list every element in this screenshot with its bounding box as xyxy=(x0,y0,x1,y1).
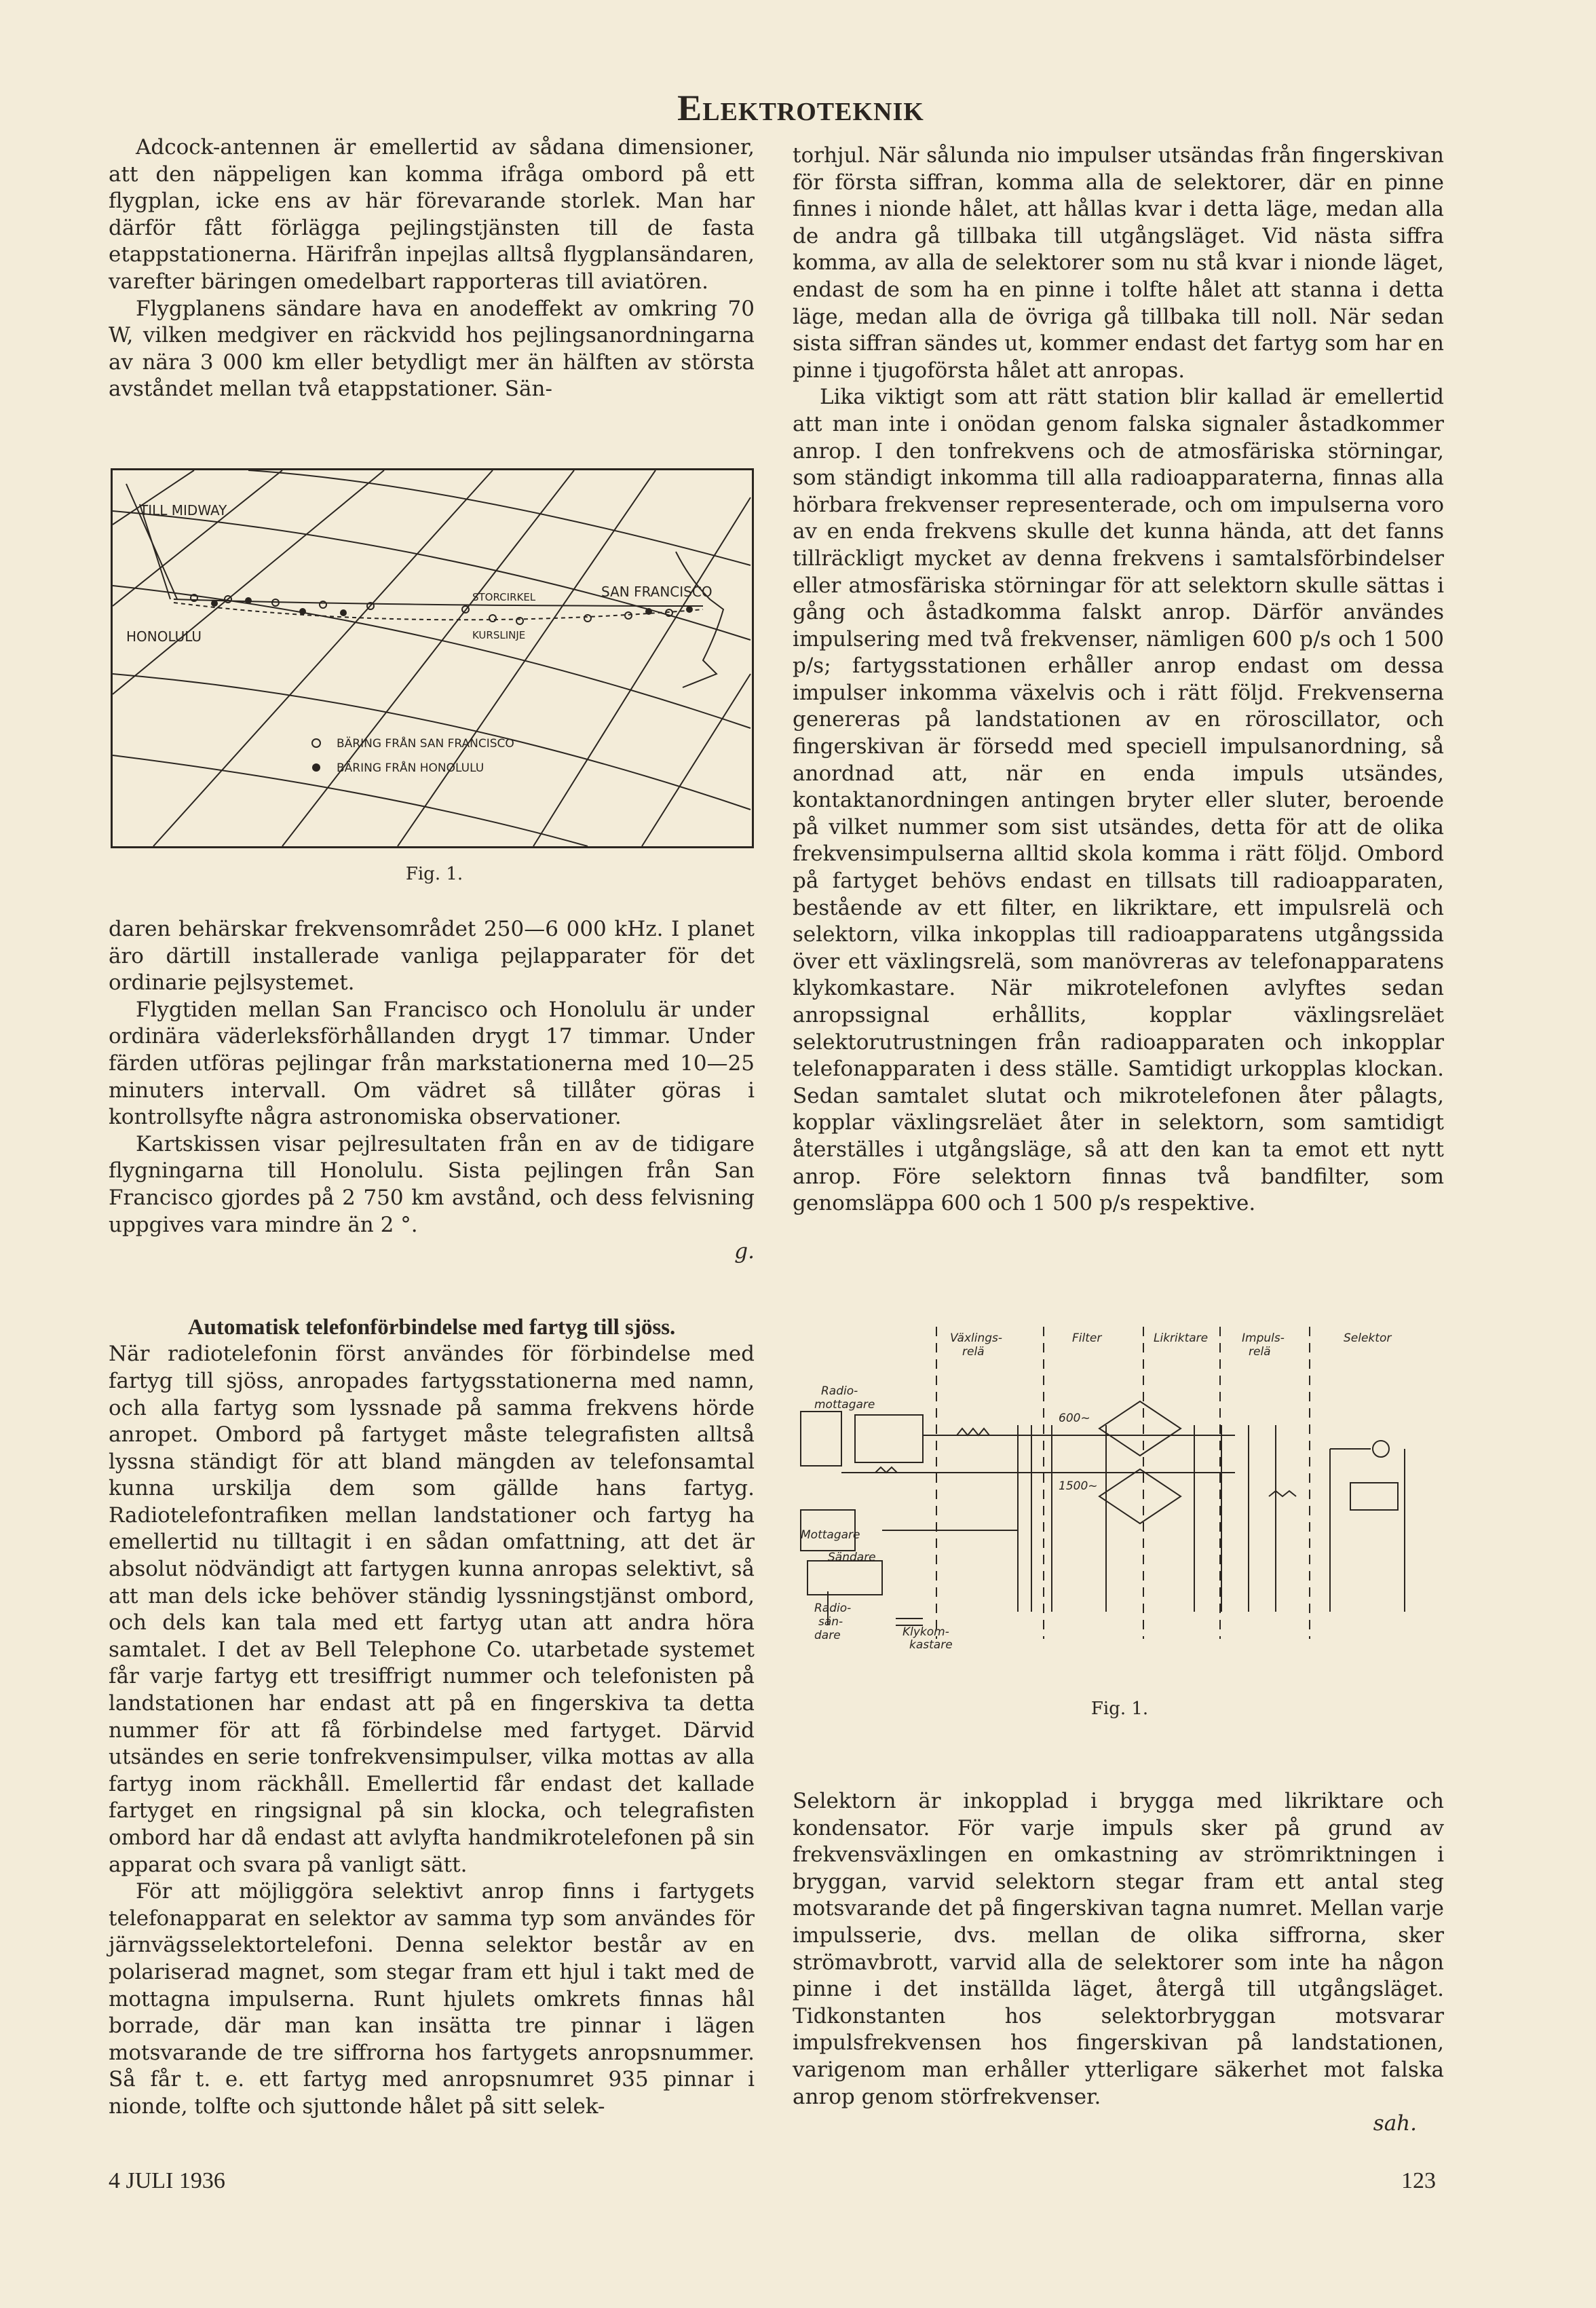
legend-sf: BÄRING FRÅN SAN FRANCISCO xyxy=(337,737,514,751)
legend-honolulu: BÄRING FRÅN HONOLULU xyxy=(337,761,484,775)
label-san-francisco: SAN FRANCISCO xyxy=(601,584,712,600)
paragraph: Adcock-antennen är emellertid av sådana dimensioner, att den näppeligen kan komma ifråga ombord på ett flygplan, icke ens av här förevarande storlek. Man har därför fått förlägga pejlingstjänsten till de fasta etappstationerna. Härifrån inpejlas alltså flygplansändaren, varefter bäringen omedelbart rapporteras till aviatören. xyxy=(109,135,755,294)
paragraph: Lika viktigt som att rätt station blir kallad är emellertid att man inte i onödan genom falska signaler åstadkommer anrop. I den tonfrekvens och de atmosfäriska störningar, som ständigt inkomma till alla radioapparaterna, finnas alla hörbara frekvenser representerade, och om impulserna voro av en enda frekvens skulle det kunna hända, att det fanns tillräckligt mycket av denna frekvens i samtalsförbindelser eller atmosfäriska störningar för att selektorn skulle sättas i gång och åstadkomma falskt anrop. Därför användes impulsering med två frekvenser, nämligen 600 p/s och 1 500 p/s; fartygsstationen erhåller anrop endast om dessa impulser inkomma växelvis och i rätt följd. Frekvenserna genereras på landstationen av en röroscillator, och fingerskivan är försedd med speciell impulsanordning, så anordnad att, när en enda impuls utsändes, kontaktanordningen antingen bryter eller sluter, beroende på vilket nummer som sist utsändes, detta för att de olika frekvensimpulserna alltid skola komma i rätt följd. Ombord på fartyget behövs endast en tillsats till radioapparaten, bestående av ett filter, en likriktare, ett impulsrelä och selektorn, vilka inkopplas till radioapparatens utgångssida över ett växlingsrelä, som manövreras av telefonapparatens klykomkastare. När mikrotelefonen avlyftes sedan anropssignal erhållits, kopplar växlingsreläet selektorutrustningen från radioapparaten och inkopplar telefonapparaten i dess ställe. Samtidigt urkopplas klockan. Sedan samtalet slutat och mikrotelefonen åter pålagts, kopplar växlingsreläet åter in selektorn, som samtidigt återställes i utgångsläge, så att den kan ta emot ett nytt anrop. Före selektorn finnas två bandfilter, som genomsläppa 600 och 1 500 p/s respektive. xyxy=(793,385,1444,1216)
label-kurslinje: KURSLINJE xyxy=(472,629,526,641)
label-radiomottagare-2: mottagare xyxy=(814,1398,875,1412)
circuit-svg xyxy=(787,1327,1425,1666)
label-filter: Filter xyxy=(1072,1331,1102,1345)
map-caption: Fig. 1. xyxy=(405,864,463,884)
circuit-diagram xyxy=(787,1327,1425,1666)
paragraph: För att möjliggöra selektivt anrop finns i fartygets telefonapparat en selektor av samma typ som användes för järnvägsselektortelefoni. Denna selektor består av en polariserad magnet, som stegar fram ett hjul i takt med de mottagna impulserna. Runt hjulets omkrets finnas hål borrade, där man kan insätta tre pinnar i lägen motsvarande de tre siffrorna hos fartygets anropsnummer. Så får t. e. ett fartyg med anropsnumret 935 pinnar i nionde, tolfte och sjuttonde hålet på sitt selek- xyxy=(109,1879,755,2119)
label-1500: 1500~ xyxy=(1059,1479,1098,1493)
paragraph: Kartskissen visar pejlresultaten från en av de tidigare flygningarna till Honolulu. Sista pejlingen från San Francisco gjordes på 2 750 km avstånd, och dess felvisning uppgives vara mindre än 2 °. xyxy=(109,1131,755,1237)
paragraph: torhjul. När sålunda nio impulser utsändas från fingerskivan för första siffran, komma alla de selektorer, där en pinne finnes i nionde hålet, att hållas kvar i detta läge, medan alla de andra gå tillbaka till utgångsläget. Vid nästa siffra komma, av alla de selektorer som nu stå kvar i nionde läget, endast de som ha en pinne i tolfte hålet att stanna i detta läge, medan alla de övriga gå tillbaka till noll. När sedan sista siffran sändes ut, kommer endast det fartyg som har en pinne i tjugoförsta hålet att anropas. xyxy=(793,143,1444,383)
label-impulsrela: Impuls- xyxy=(1242,1331,1285,1345)
paragraph: daren behärskar frekvensområdet 250—6 000 kHz. I planet äro därtill installerade vanliga pejlapparater för det ordinarie pejlsystemet. xyxy=(109,917,755,996)
label-storcirkel: STORCIRKEL xyxy=(472,591,536,603)
label-radiomottagare: Radio- xyxy=(821,1384,858,1398)
signature: sah. xyxy=(1373,2111,1417,2136)
label-klykomkastare-2: kastare xyxy=(909,1638,953,1652)
footer-date: 4 JULI 1936 xyxy=(109,2168,225,2193)
left-column-top xyxy=(109,134,755,403)
label-honolulu: HONOLULU xyxy=(126,628,202,645)
paragraph: Selektorn är inkopplad i brygga med likriktare och kondensator. För varje impuls sker på grund av frekvensväxlingen en omkastning av strömriktningen i bryggan, varvid selektorn stegar fram ett antal steg motsvarande det på fingerskivan tagna numret. Mellan varje impulsserie, dvs. mellan de olika siffrorna, sker strömavbrott, varvid alla de selektorer som inte ha någon pinne i det inställda läget, återgå till utgångsläget. Tidkonstanten hos selektorbryggan motsvarar impulsfrekvensen hos fingerskivan på landstationen, varigenom man erhåller ytterligare säkerhet mot falska anrop genom störfrekvenser. xyxy=(793,1789,1444,2109)
paragraph: När radiotelefonin först användes för förbindelse med fartyg till sjöss, anropades fartygsstationerna med namn, och alla fartyg som lyssnade på samma frekvens hörde anropet. Ombord på fartyget måste telegrafisten alltså lyssna ständigt för att bland mängden av telefonsamtal kunna urskilja dem som gällde hans fartyg. Radiotelefontrafiken mellan landstationer och fartyg ha emellertid nu tilltagit i en sådan omfattning, att det är absolut nödvändigt att fartygen kunna anropas selektivt, så att man dels icke behöver ständig lyssningstjänst ombord, och dels kan tala med ett fartyg utan att andra höra samtalet. I det av Bell Telephone Co. utarbetade systemet får varje fartyg ett tresiffrigt nummer och telefonisten på landstationen har endast att på en fingerskiva ta detta nummer för att få förbindelse med fartyget. Därvid utsändes en serie tonfrekvensimpulser, vilka mottas av alla fartyg inom räckhåll. Emellertid får endast det kallade fartyget en ringsignal på sin klocka, och telegrafisten ombord har då endast att avlyfta handmikrotelefonen på sin apparat och svara på vanligt sätt. xyxy=(109,1342,755,1877)
section-header: Elektroteknik xyxy=(677,88,924,128)
label-mottagare: Mottagare xyxy=(801,1528,860,1542)
circuit-caption: Fig. 1. xyxy=(1090,1699,1149,1719)
label-radiosandare-2: sän- xyxy=(818,1615,843,1629)
right-column-top xyxy=(793,143,1444,1217)
map-svg xyxy=(113,470,752,846)
label-vaxlingsrela-2: relä xyxy=(962,1345,985,1359)
page-number: 123 xyxy=(1401,2168,1436,2193)
label-impulsrela-2: relä xyxy=(1249,1345,1271,1359)
label-radiosandare-3: dare xyxy=(814,1629,841,1642)
article-heading: Automatisk telefonförbindelse med fartyg till sjöss. xyxy=(187,1314,676,1340)
label-600: 600~ xyxy=(1059,1412,1090,1425)
right-column-bottom xyxy=(793,1788,1444,2138)
signature: g. xyxy=(734,1239,755,1264)
paragraph: Flygplanens sändare hava en anodeffekt av omkring 70 W, vilken medgiver en räckvidd hos pejlingsanordningarna av nära 3 000 km eller betydligt mer än hälften av största avståndet mellan två etappstationer. Sän- xyxy=(109,296,755,402)
label-selektor: Selektor xyxy=(1344,1331,1392,1345)
label-vaxlingsrela: Växlings- xyxy=(950,1331,1003,1345)
label-likriktare: Likriktare xyxy=(1154,1331,1209,1345)
label-midway: TILL MIDWAY xyxy=(140,502,227,518)
label-klykomkastare: Klykom- xyxy=(902,1625,949,1639)
paragraph: Flygtiden mellan San Francisco och Honolulu är under ordinära väderleksförhållanden drygt 17 timmar. Under färden utföras pejlingar från markstationerna med 10—25 minuters intervall. Om vädret så tillåter göras i kontrollsyfte några astronomiska observationer. xyxy=(109,997,755,1130)
left-column-bottom xyxy=(109,916,755,2121)
label-sandare: Sändare xyxy=(828,1551,876,1564)
label-radiosandare: Radio- xyxy=(814,1602,852,1615)
route-map xyxy=(111,468,754,848)
